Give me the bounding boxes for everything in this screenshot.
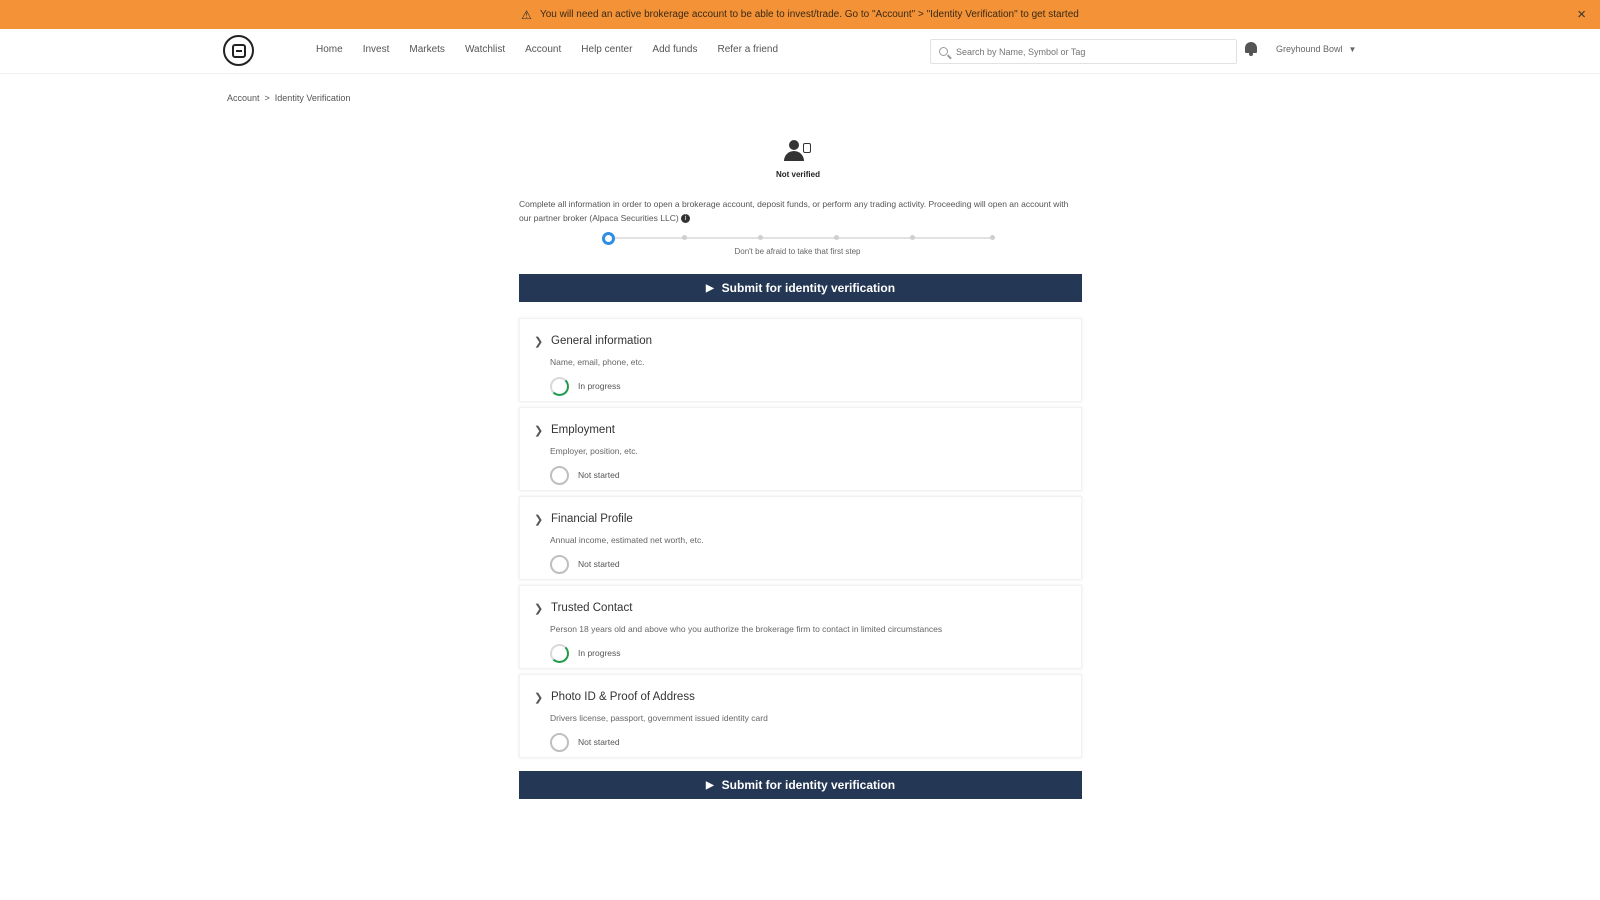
empty-ring-icon: [550, 733, 569, 752]
section-subtitle: Annual income, estimated net worth, etc.: [550, 535, 704, 545]
submit-verification-button-top[interactable]: [519, 274, 1082, 302]
chevron-right-icon[interactable]: ❯: [534, 692, 544, 704]
progress-ring-icon: [550, 377, 569, 396]
verification-status: [770, 140, 826, 179]
section-status: Not started: [578, 737, 620, 747]
section-subtitle: Name, email, phone, etc.: [550, 357, 645, 367]
nav-link-account[interactable]: Account: [525, 44, 562, 55]
section-general-information[interactable]: [519, 318, 1082, 402]
stepper-track: [610, 237, 995, 239]
stepper-dot: [910, 235, 915, 240]
bell-icon[interactable]: [1245, 42, 1257, 56]
chevron-right-icon[interactable]: ❯: [534, 425, 544, 437]
breadcrumb-current: Identity Verification: [274, 93, 351, 103]
banner-text: You will need an active brokerage account to be able to invest/trade. Go to "Account" > "Identity Verification" to get started: [539, 9, 1079, 20]
stepper-active-step: [602, 232, 615, 245]
nav-link-help-center[interactable]: Help center: [581, 44, 633, 55]
close-icon[interactable]: ×: [1577, 6, 1586, 23]
play-icon: ▶: [705, 282, 714, 294]
section-subtitle: Person 18 years old and above who you authorize the brokerage firm to contact in limited circumstances: [550, 624, 943, 634]
breadcrumb: [227, 93, 350, 103]
top-navbar: [0, 29, 1600, 74]
nav-links: [316, 44, 798, 55]
empty-ring-icon: [550, 555, 569, 574]
section-trusted-contact[interactable]: [519, 585, 1082, 669]
chevron-down-icon: ▼: [1348, 45, 1357, 54]
search-box[interactable]: [930, 39, 1237, 64]
logo-icon[interactable]: [223, 35, 254, 66]
section-employment[interactable]: [519, 407, 1082, 491]
warning-icon: ⚠: [521, 7, 532, 22]
description-text: [519, 197, 1071, 225]
section-subtitle: Employer, position, etc.: [550, 446, 638, 456]
section-photo-id[interactable]: [519, 674, 1082, 758]
section-status: In progress: [578, 648, 621, 658]
submit-verification-button-bottom[interactable]: [519, 771, 1082, 799]
nav-link-refer-friend[interactable]: Refer a friend: [717, 44, 779, 55]
chevron-right-icon[interactable]: ❯: [534, 603, 544, 615]
section-title: General information: [551, 335, 652, 347]
nav-link-invest[interactable]: Invest: [362, 44, 390, 55]
section-financial-profile[interactable]: [519, 496, 1082, 580]
nav-link-home[interactable]: Home: [316, 44, 343, 55]
search-icon: [939, 47, 948, 56]
chevron-right-icon[interactable]: ❯: [534, 336, 544, 348]
play-icon: ▶: [705, 779, 714, 791]
progress-stepper: [602, 232, 997, 244]
section-status: In progress: [578, 381, 621, 391]
section-subtitle: Drivers license, passport, government issued identity card: [550, 713, 768, 723]
warning-banner: [0, 0, 1600, 29]
section-title: Photo ID & Proof of Address: [551, 691, 695, 703]
empty-ring-icon: [550, 466, 569, 485]
progress-ring-icon: [550, 644, 569, 663]
breadcrumb-account[interactable]: Account: [227, 93, 260, 103]
section-status: Not started: [578, 559, 620, 569]
nav-link-watchlist[interactable]: Watchlist: [464, 44, 506, 55]
breadcrumb-separator: >: [264, 93, 270, 103]
submit-label: Submit for identity verification: [721, 778, 896, 792]
chevron-right-icon[interactable]: ❯: [534, 514, 544, 526]
stepper-dot: [990, 235, 995, 240]
user-unverified-icon: [784, 140, 812, 164]
status-label: Not verified: [775, 170, 820, 179]
stepper-dot: [834, 235, 839, 240]
section-title: Financial Profile: [551, 513, 633, 525]
user-menu[interactable]: [1276, 44, 1356, 54]
section-status: Not started: [578, 470, 620, 480]
description: Complete all information in order to open a brokerage account, deposit funds, or perform any trading activity. Proceeding will open an account with our partner broker (Alpaca Securities LLC): [519, 199, 1069, 223]
submit-label: Submit for identity verification: [721, 281, 896, 295]
stepper-caption: Don't be afraid to take that first step: [734, 247, 861, 256]
user-name: Greyhound Bowl: [1276, 44, 1343, 54]
nav-link-add-funds[interactable]: Add funds: [652, 44, 698, 55]
search-input[interactable]: [956, 47, 1216, 57]
info-icon[interactable]: i: [681, 214, 690, 223]
section-title: Trusted Contact: [551, 602, 633, 614]
nav-link-markets[interactable]: Markets: [409, 44, 445, 55]
stepper-dot: [758, 235, 763, 240]
section-title: Employment: [551, 424, 615, 436]
stepper-dot: [682, 235, 687, 240]
